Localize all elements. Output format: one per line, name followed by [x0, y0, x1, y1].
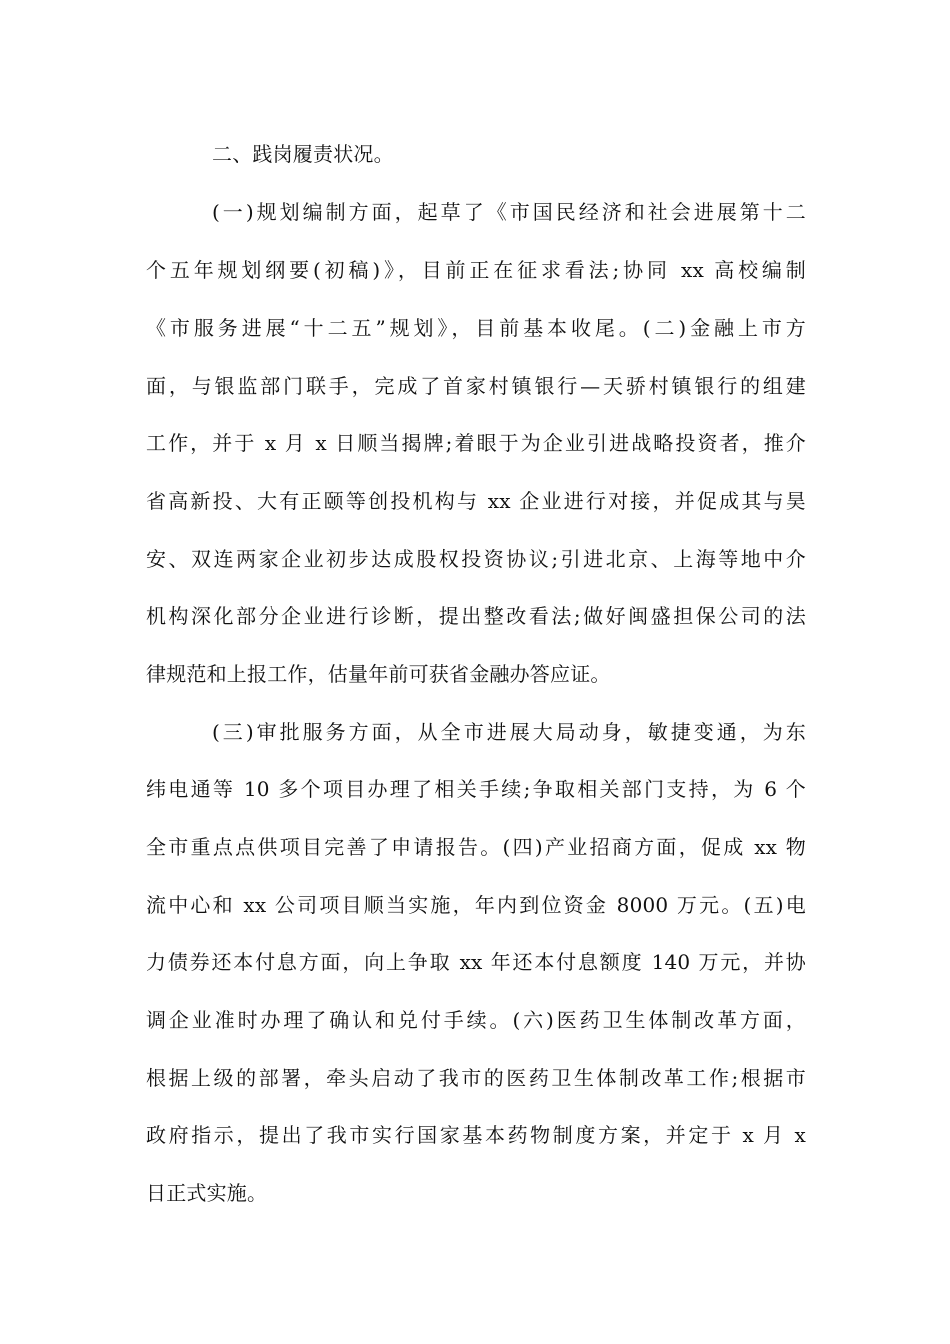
- paragraph-2-line-5: 力债券还本付息方面，向上争取 xx 年还本付息额度 140 万元，并协: [146, 950, 806, 974]
- paragraph-1-line-1: (一)规划编制方面，起草了《市国民经济和社会进展第十二: [212, 200, 806, 224]
- paragraph-1-line-9: 律规范和上报工作，估量年前可获省金融办答应证。: [146, 662, 611, 686]
- paragraph-1-line-4: 面，与银监部门联手，完成了首家村镇银行—天骄村镇银行的组建: [146, 374, 806, 398]
- paragraph-2-line-3: 全市重点点供项目完善了申请报告。(四)产业招商方面，促成 xx 物: [146, 835, 806, 859]
- paragraph-1-line-2: 个五年规划纲要(初稿)》，目前正在征求看法;协同 xx 高校编制: [146, 258, 806, 282]
- paragraph-2-line-8: 政府指示，提出了我市实行国家基本药物制度方案，并定于 x 月 x: [146, 1123, 806, 1147]
- paragraph-2-line-7: 根据上级的部署，牵头启动了我市的医药卫生体制改革工作;根据市: [146, 1066, 806, 1090]
- paragraph-2-line-1: (三)审批服务方面，从全市进展大局动身，敏捷变通，为东: [212, 720, 806, 744]
- paragraph-1-line-7: 安、双连两家企业初步达成股权投资协议;引进北京、上海等地中介: [146, 547, 806, 571]
- paragraph-1-line-8: 机构深化部分企业进行诊断，提出整改看法;做好闽盛担保公司的法: [146, 604, 806, 628]
- paragraph-1-line-6: 省高新投、大有正颐等创投机构与 xx 企业进行对接，并促成其与昊: [146, 489, 806, 513]
- paragraph-2-line-9: 日正式实施。: [146, 1181, 268, 1205]
- section-heading: 二、践岗履责状况。: [212, 142, 394, 166]
- paragraph-1-line-3: 《市服务进展“十二五”规划》，目前基本收尾。(二)金融上市方: [146, 316, 806, 340]
- paragraph-2-line-2: 纬电通等 10 多个项目办理了相关手续;争取相关部门支持，为 6 个: [146, 777, 806, 801]
- paragraph-2-line-4: 流中心和 xx 公司项目顺当实施，年内到位资金 8000 万元。(五)电: [146, 893, 806, 917]
- paragraph-2-line-6: 调企业准时办理了确认和兑付手续。(六)医药卫生体制改革方面，: [146, 1008, 806, 1032]
- paragraph-1-line-5: 工作，并于 x 月 x 日顺当揭牌;着眼于为企业引进战略投资者，推介: [146, 431, 806, 455]
